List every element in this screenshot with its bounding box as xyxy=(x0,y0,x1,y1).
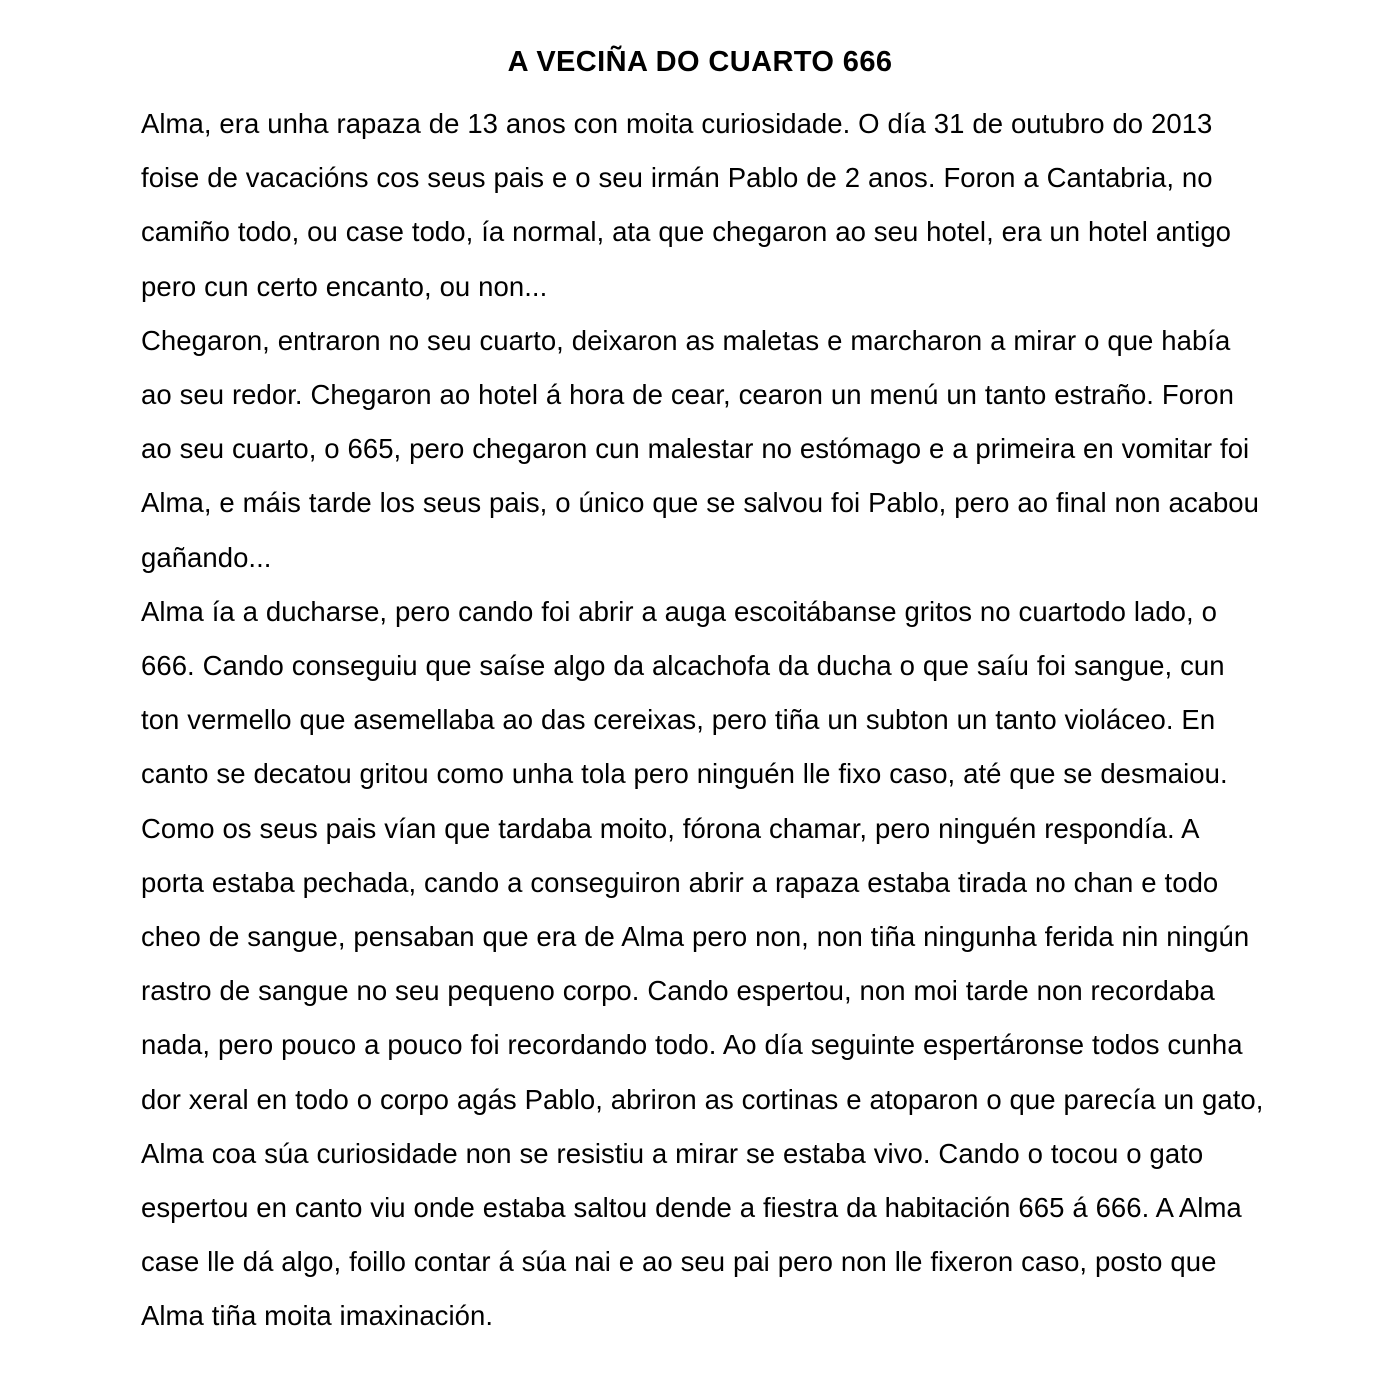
paragraph-2: Chegaron, entraron no seu cuarto, deixaron as maletas e marcharon a mirar o que había ao seu redor. Chegaron ao hotel á hora de cear, cearon un menú un tanto estraño. Foron ao seu cuarto, o 665, pero chegaron cun malestar no estómago e a primeira en vomitar foi Alma, e máis tarde los seus pais, o único que se salvou foi Pablo, pero ao final non acabou gañando... xyxy=(141,324,1259,573)
document-title: A VECIÑA DO CUARTO 666 xyxy=(507,46,893,78)
document-body xyxy=(141,97,1265,1344)
paragraph-3: Alma ía a ducharse, pero cando foi abrir a auga escoitábanse gritos no cuartodo lado, o 666. Cando conseguiu que saíse algo da alcachofa da ducha o que saíu foi sangue, cun ton vermello que asemellaba ao das cereixas, pero tiña un subton un tanto violáceo. En canto se decatou gritou como unha tola pero ninguén lle fixo caso, até que se desmaiou. Como os seus pais vían que tardaba moito, fórona chamar, pero ninguén respondía. A porta estaba pechada, cando a conseguiron abrir a rapaza estaba tirada no chan e todo cheo de sangue, pensaban que era de Alma pero non, non tiña ningunha ferida nin ningún rastro de sangue no seu pequeno corpo. Cando espertou, non moi tarde non recordaba nada, pero pouco a pouco foi recordando todo. Ao día seguinte espertáronse todos cunha dor xeral en todo o corpo agás Pablo, abriron as cortinas e atoparon o que parecía un gato, Alma coa súa curiosidade non se resistiu a mirar se estaba vivo. Cando o tocou o gato espertou en canto viu onde estaba saltou dende a fiestra da habitación 665 á 666. A Alma case lle dá algo, foillo contar á súa nai e ao seu pai pero non lle fixeron caso, posto que Alma tiña moita imaxinación. xyxy=(141,595,1264,1332)
paragraph-1: Alma, era unha rapaza de 13 anos con moita curiosidade. O día 31 de outubro do 2013 foise de vacacións cos seus pais e o seu irmán Pablo de 2 anos. Foron a Cantabria, no camiño todo, ou case todo, ía normal, ata que chegaron ao seu hotel, era un hotel antigo pero cun certo encanto, ou non... xyxy=(141,108,1232,302)
